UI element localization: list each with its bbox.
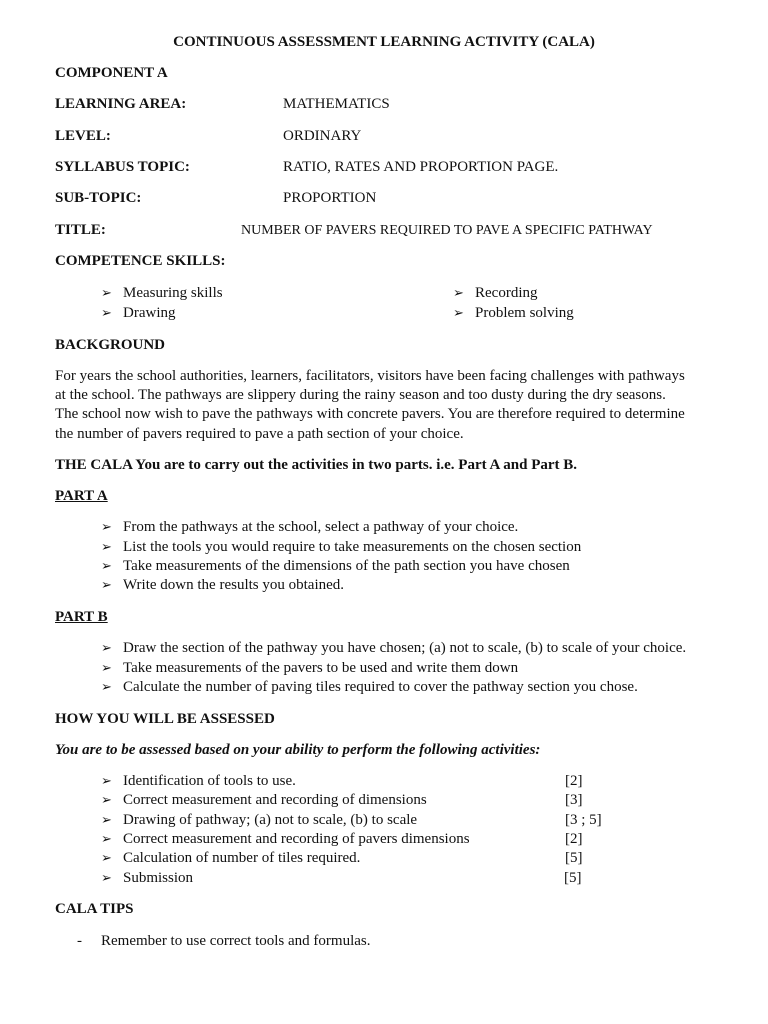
arrowhead-bullet-icon: ➢ (101, 870, 112, 885)
marks-value: [3] (565, 792, 583, 808)
learning-area-value: MATHEMATICS (283, 96, 390, 112)
arrowhead-bullet-icon: ➢ (453, 285, 464, 300)
arrowhead-bullet-icon: ➢ (101, 558, 112, 573)
assessment-intro: You are to be assessed based on your ability to perform the following activities: (55, 742, 541, 758)
background-line: the number of pavers required to pave a path section of your choice. (55, 426, 464, 442)
level-label: LEVEL: (55, 128, 111, 144)
assessment-heading: HOW YOU WILL BE ASSESSED (55, 711, 275, 727)
arrowhead-bullet-icon: ➢ (101, 660, 112, 675)
title-value: NUMBER OF PAVERS REQUIRED TO PAVE A SPECIFIC PATHWAY (241, 223, 653, 238)
marks-value: [2] (565, 831, 583, 847)
arrowhead-bullet-icon: ➢ (101, 792, 112, 807)
level-value: ORDINARY (283, 128, 362, 144)
arrowhead-bullet-icon: ➢ (101, 539, 112, 554)
marks-value: [2] (565, 773, 583, 789)
part-a-heading: PART A (55, 488, 108, 504)
arrowhead-bullet-icon: ➢ (101, 640, 112, 655)
arrowhead-bullet-icon: ➢ (101, 577, 112, 592)
part-b-heading: PART B (55, 609, 108, 625)
arrowhead-bullet-icon: ➢ (101, 679, 112, 694)
title-label: TITLE: (55, 222, 106, 238)
arrowhead-bullet-icon: ➢ (101, 773, 112, 788)
learning-area-label: LEARNING AREA: (55, 96, 187, 112)
marks-value: [5] (565, 850, 583, 866)
background-line: The school now wish to pave the pathways with concrete pavers. You are therefore required to determine (55, 406, 685, 422)
document-title: CONTINUOUS ASSESSMENT LEARNING ACTIVITY (CALA) (173, 34, 595, 50)
syllabus-topic-value: RATIO, RATES AND PROPORTION PAGE. (283, 159, 559, 175)
cala-intro: THE CALA You are to carry out the activities in two parts. i.e. Part A and Part B. (55, 457, 578, 473)
arrowhead-bullet-icon: ➢ (101, 831, 112, 846)
arrowhead-bullet-icon: ➢ (453, 305, 464, 320)
arrowhead-bullet-icon: ➢ (101, 285, 112, 300)
tip-item: Remember to use correct tools and formulas. (101, 933, 371, 949)
sub-topic-value: PROPORTION (283, 190, 377, 206)
arrowhead-bullet-icon: ➢ (101, 519, 112, 534)
arrowhead-bullet-icon: ➢ (101, 812, 112, 827)
dash-bullet: - (77, 933, 82, 949)
marks-value: [5] (564, 870, 582, 886)
syllabus-topic-label: SYLLABUS TOPIC: (55, 159, 190, 175)
background-line: at the school. The pathways are slippery during the rainy season and too dusty during the dry seasons. (55, 387, 666, 403)
arrowhead-bullet-icon: ➢ (101, 850, 112, 865)
background-heading: BACKGROUND (55, 337, 166, 353)
cala-tips-heading: CALA TIPS (55, 901, 134, 917)
competence-skills-heading: COMPETENCE SKILLS: (55, 253, 226, 269)
background-line: For years the school authorities, learners, facilitators, visitors have been facing challenges with pathways (55, 368, 685, 384)
arrowhead-bullet-icon: ➢ (101, 305, 112, 320)
marks-value: [3 ; 5] (565, 812, 602, 828)
sub-topic-label: SUB-TOPIC: (55, 190, 142, 206)
component-heading: COMPONENT A (55, 65, 168, 81)
